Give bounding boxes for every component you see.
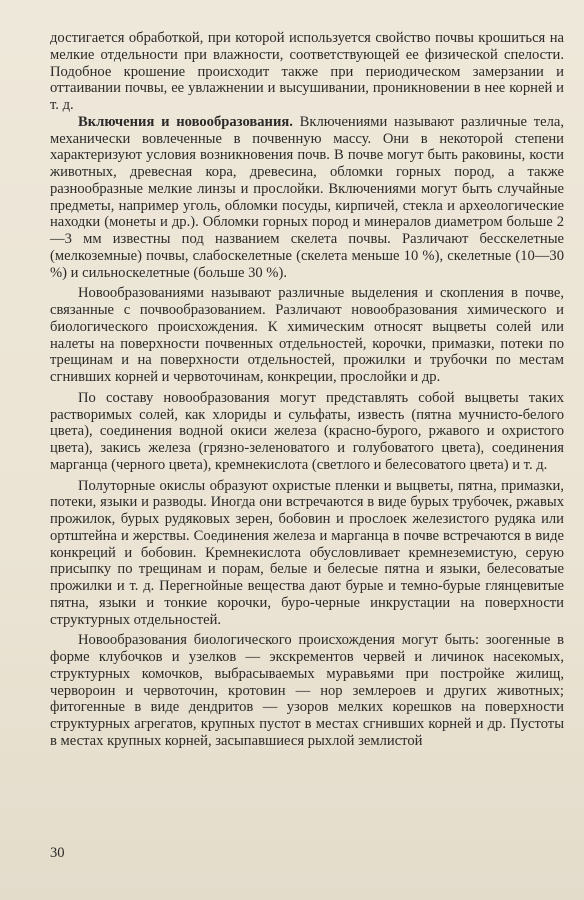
paragraph-text: Полуторные окислы образуют охристые пленки и выцветы, пятна, примазки, потеки, языки и разводы. Иногда они встречаются в виде бурых трубочек, ржавых прожилок, бурых рудяковых зерен, бобовин и прослоек железистого рудяка или ортштейна и жерствы. Соединения железа и марганца в почве встречаются в виде конкреций и бобовин. Кремнекислота обусловливает кремнеземистую, серую присыпку по трещинам и порам, белые и белесые пятна и языки, белесоватые прожилки и т. д. Перегнойные вещества дают бурые и темно-бурые глянцевитые пятна, языки и тонкие корочки, буро-черные инкрустации на поверхности структурных отдельностей. [50,477,564,628]
paragraph-text: Включениями называют различные тела, механически вовлеченные в почвенную массу. Они в некоторой степени характеризуют условия возникновения почв. В почве могут быть раковины, кости животных, древесная кора, древесина, обломки горных пород, а также разнообразные мелкие линзы и прослойки. Включениями могут быть случайные предметы, например уголь, обломки посуды, кирпичей, стекла и археологические находки (монеты и др.). Обломки горных пород и минералов диаметром больше 2—3 мм известны под названием скелета почвы. Различают бесскелетные (мелкоземные) почвы, слабоскелетные (скелета меньше 10 %), скелетные (10—30 %) и сильноскелетные (больше 30 %). [50,113,564,281]
paragraph-continuation [50,30,564,114]
section-heading: Включения и новообразования. [78,113,293,130]
paragraph-oxides [50,478,564,629]
paragraph-text: Новообразования биологического происхождения могут быть: зоогенные в форме клубочков и узелков — экскрементов червей и личинок насекомых, структурных комочков, выбрасываемых муравьями при постройке жилищ, червороин и червоточин, кротовин — нор землероев и других животных; фитогенные в виде дендритов — узоров мелких корешков на поверхности структурных агрегатов, крупных пустот в местах сгнивших корней и др. Пустоты в местах крупных корней, засыпавшиеся рыхлой землистой [50,632,564,749]
paragraph-composition [50,390,564,474]
paragraph-text: достигается обработкой, при которой используется свойство почвы крошиться на мелкие отдельности при влажности, соответствующей ее физической спелости. Подобное крошение происходит также при периодическом замерзании и оттаивании почвы, ее увлажнении и высушивании, проникновении в нее корней и т. д. [50,30,564,113]
paragraph-new-formations [50,285,564,386]
page-number: 30 [50,845,65,861]
paragraph-biological [50,632,564,749]
paragraph-text: Новообразованиями называют различные выделения и скопления в почве, связанные с почвообразованием. Различают новообразования химического и биологического происхождения. К химическим относят выцветы солей или налеты на поверхности почвенных отдельностей, корочки, примазки, потеки по трещинам и на поверхности отдельностей, прожилки и трубочки по местам сгнивших корней и червоточинам, конкреции, прослойки и др. [50,285,564,385]
paragraph-inclusions [50,114,564,282]
page-body [50,30,564,750]
paragraph-text: По составу новообразования могут представлять собой выцветы таких растворимых солей, как хлориды и сульфаты, известь (пятна мучнисто-белого цвета), соединения водной окиси железа (красно-бурого, ржавого и охристого цвета), закись железа (грязно-зеленоватого и голубоватого цвета), соединения марганца (черного цвета), кремнекислота (светлого и белесоватого цвета) и т. д. [50,389,564,473]
